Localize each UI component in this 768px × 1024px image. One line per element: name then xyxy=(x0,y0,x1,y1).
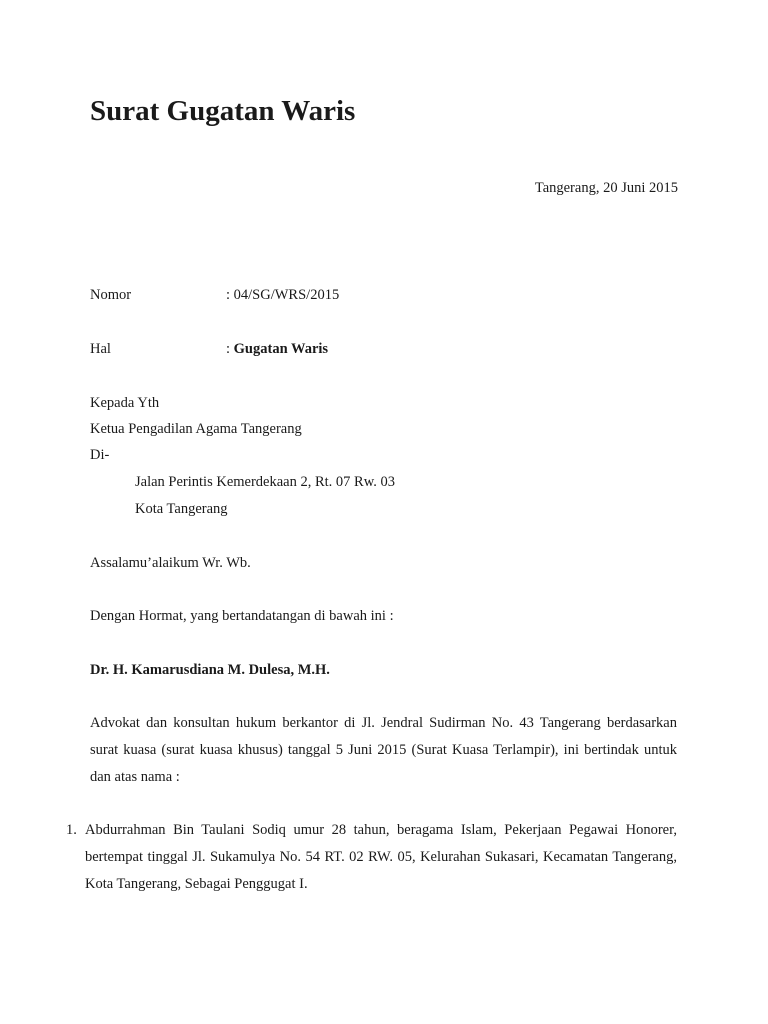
nomor-value: : 04/SG/WRS/2015 xyxy=(226,287,340,303)
recipient-address-2: Kota Tangerang xyxy=(135,501,228,517)
list-item-text: Abdurrahman Bin Taulani Sodiq umur 28 tahun, beragama Islam, Pekerjaan Pegawai Honorer, bertempat tinggal Jl. Sukamulya No. 54 RT. 02 RW. 05, Kelurahan Sukasari, Kecamatan Tangerang, Kota Tangerang, Sebagai Penggugat I. xyxy=(85,822,677,892)
recipient-line-3: Di- xyxy=(90,447,110,463)
place-date: Tangerang, 20 Juni 2015 xyxy=(534,180,678,196)
hal-label: Hal xyxy=(90,341,111,357)
representation-paragraph: Advokat dan konsultan hukum berkantor di Jl. Jendral Sudirman No. 43 Tangerang berdasarkan surat kuasa (surat kuasa khusus) tanggal 5 Juni 2015 (Surat Kuasa Terlampir), ini bertindak untuk dan atas nama : xyxy=(90,715,677,785)
opening-line: Dengan Hormat, yang bertandatangan di bawah ini : xyxy=(90,608,394,624)
recipient-address-1: Jalan Perintis Kemerdekaan 2, Rt. 07 Rw. 03 xyxy=(135,474,396,490)
recipient-line-2: Ketua Pengadilan Agama Tangerang xyxy=(90,421,302,437)
signatory-name: Dr. H. Kamarusdiana M. Dulesa, M.H. xyxy=(90,662,330,678)
hal-value: Gugatan Waris xyxy=(233,341,329,357)
recipient-line-1: Kepada Yth xyxy=(90,395,160,411)
hal-field xyxy=(226,336,328,363)
list-item-number: 1. xyxy=(66,822,77,838)
list-item xyxy=(66,817,677,898)
document-title: Surat Gugatan Waris xyxy=(90,95,356,127)
hal-colon: : xyxy=(226,341,234,357)
greeting: Assalamu’alaikum Wr. Wb. xyxy=(90,555,251,571)
nomor-label: Nomor xyxy=(90,287,132,303)
